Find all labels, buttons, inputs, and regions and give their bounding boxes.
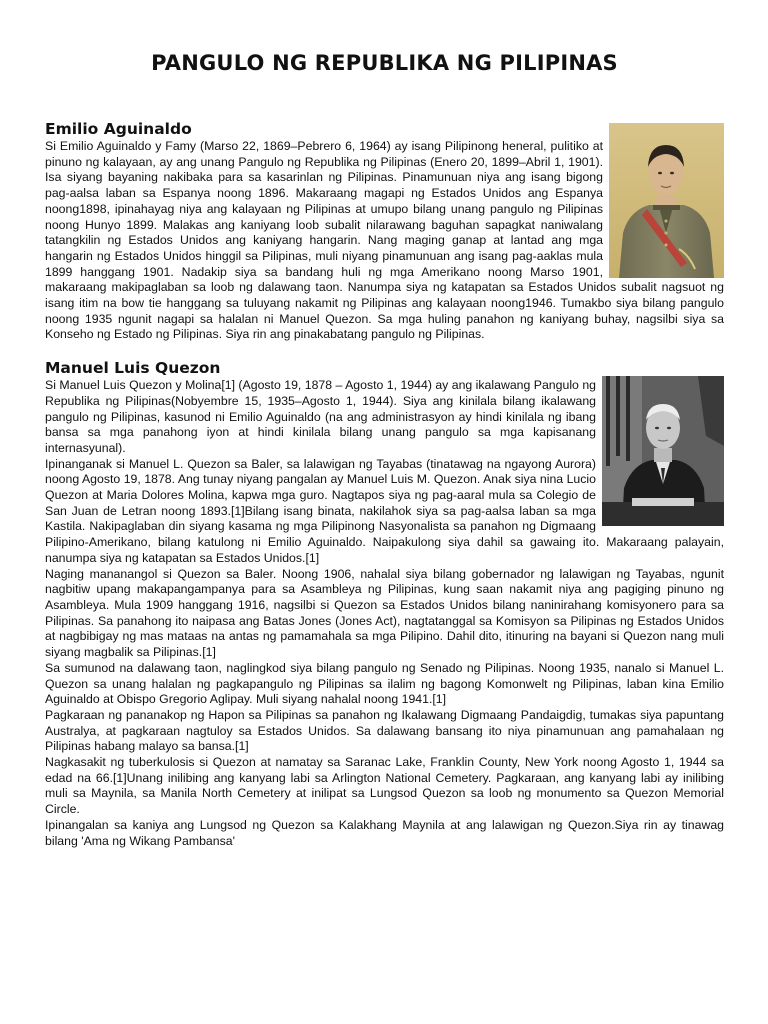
paragraph: Ipinanganak si Manuel L. Quezon sa Baler, sa lalawigan ng Tayabas (tinatawag na ngayong Aurora) noong Agosto 19, 1878. Ang tunay niyang pangalan ay Manuel Luis M. Quezon. Anak siya nina Lucio Quezon at Maria Dolores Molina, kapwa mga guro. Nagtapos siya ng pag-aaral mula sa Colegio de San Juan de Letran noong 1893.[1]Bilang isang binata, nakilahok siya sa pag-aalsa laban sa mga Kastila. Nakipaglaban din siyang kasama ng mga Pilipinong Nasyonalista sa panahon ng Digmaang Pilipino-Amerikano, bilang katulong ni Emilio Aguinaldo. Naipakulong siya dahil sa gawaing ito. Makaraang palayain, nanumpa siya ng katapatan sa Estados Unidos.[1] [45,456,724,565]
paragraph: Nagkasakit ng tuberkulosis si Quezon at namatay sa Saranac Lake, Franklin County, New York noong Agosto 1, 1944 sa edad na 66.[1]Unang inilibing ang kanyang labi sa Arlington National Cemetery. Pagkaraan, ang kanyang labi ay inilibing muli sa Maynila, sa Manila North Cemetery at inilipat sa Lungsod Quezon sa loob ng monumento sa Quezon Memorial Circle. [45,755,724,817]
section-emilio-aguinaldo [45,120,724,343]
section-heading: Manuel Luis Quezon [45,359,221,378]
section-manuel-quezon [45,359,724,849]
section-heading: Emilio Aguinaldo [45,120,192,138]
paragraph: Pagkaraan ng pananakop ng Hapon sa Pilipinas sa panahon ng Ikalawang Digmaang Pandaigdig, tumakas siya papuntang Australya, at pagkaraan nagtuloy sa Estados Unidos. Sa dalawang bansang ito niya pinamunuan ang pamahalaan ng Pilipinas habang malayo sa bansa.[1] [45,707,724,754]
paragraph: Sa sumunod na dalawang taon, naglingkod siya bilang pangulo ng Senado ng Pilipinas. Noong 1935, nanalo si Manuel L. Quezon sa unang halalan ng pagkapangulo ng Pilipinas sa ilalim ng bagong Komonwelt ng Pilipinas, laban kina Emilio Aguinaldo at Obispo Gregorio Aglipay. Muli siyang nahalal noong 1941.[1] [45,660,724,707]
paragraph: Naging mananangol si Quezon sa Baler. Noong 1906, nahalal siya bilang gobernador ng lalawigan ng Tayabas, ngunit nagbitiw upang makapangampanya para sa Asambleya ng Pilipinas, kung saan nakamit niya ang pagiging pinuno ng Asambleya. Mula 1909 hanggang 1916, nagsilbi si Quezon sa Estados Unidos bilang naninirahang komisyonero para sa Pilipinas. Sa panahong ito naipasa ang Batas Jones (Jones Act), nagtatanggal sa Komisyon sa Pilipinas ng Estados Unidos at nagbibigay ng mas mataas na antas ng pamamahala sa mga Pilipino. Dahil dito, itinuring na bayani si Quezon nang muli siyang magbalik sa Pilipinas.[1] [45,566,724,660]
page-title: PANGULO NG REPUBLIKA NG PILIPINAS [151,51,618,75]
paragraph: Si Emilio Aguinaldo y Famy (Marso 22, 1869–Pebrero 6, 1964) ay isang Pilipinong heneral, pulitiko at pinuno ng kalayaan, ay ang unang Pangulo ng Republika ng Pilipinas (Enero 20, 1899–Abril 1, 1901). Isa siyang bayaning nakibaka para sa kasarinlan ng Pilipinas. Pinamunuan niya ang isang bigong pag-aalsa laban sa Espanya noong 1896. Makaraang magapi ng Estados Unidos ang Espanya noong1898, ipinahayag niya ang kalayaan ng Pilipinas at umupo bilang unang pangulo ng Pilipinas noong Hunyo 1899. Malakas ang kaniyang loob subalit nilarawang baguhan sapagkat naniwalang tatangkilin ng Estados Unidos ang kaniyang hangarin. Nang maging ganap at lantad ang mga hangarin ng Estados Unidos hinggil sa Pilipinas, muli niyang pinamunuan ang isang pag-aaklas mula 1899 hanggang 1901. Nadakip siya sa bandang huli ng mga Amerikano noong Marso 1901, makaraang makipaglaban sa loob ng dalawang taon. Nanumpa siya ng katapatan sa Estados Unidos subalit nagsuot ng isang itim na bow tie hanggang sa tuluyang nakamit ng Pilipinas ang kalayaan noong1946. Tumakbo siya bilang pangulo noong 1935 ngunit nagapi sa halalan ni Manuel Quezon. Sa mga huling panahon ng kaniyang buhay, nagsilbi siya sa Konseho ng Estado ng Pilipinas. Siya rin ang pinakabatang pangulo ng Pilipinas. [45,139,724,342]
paragraph: Si Manuel Luis Quezon y Molina[1] (Agosto 19, 1878 – Agosto 1, 1944) ay ang ikalawang Pangulo ng Republika ng Pilipinas(Nobyembre 15, 1935–Agosto 1, 1944). Siya ang kinilala bilang ikalawang pangulo ng Pilipinas, kasunod ni Emilio Aguinaldo (na ang administrasyon ay hindi kinilala ng ibang bansa sa mga panahong iyon at hindi kinilala bilang unang pangulo sa mga kapisanang internasyunal). [45,378,596,455]
paragraph: Ipinangalan sa kaniya ang Lungsod ng Quezon sa Kalakhang Maynila at ang lalawigan ng Quezon.Siya rin ay tinawag bilang 'Ama ng Wikang Pambansa' [45,817,724,848]
aguinaldo-portrait [609,123,724,278]
quezon-portrait [602,376,724,526]
